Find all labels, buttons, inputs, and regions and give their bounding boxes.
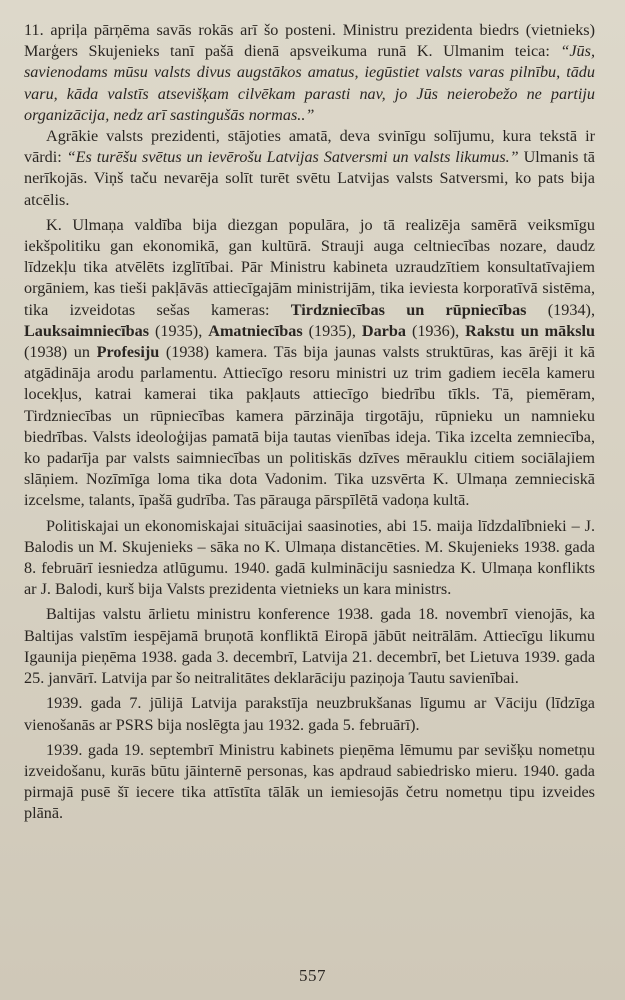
chamber-labour: Darba	[361, 321, 406, 340]
chamber-professions: Profesiju	[96, 343, 160, 362]
paragraph-4: Politiskajai un ekonomiskajai situācijai saasinoties, abi 15. maija līdzdalībnieki – J. Balodis un M. Skujenieks – sāka no K. Ulmaņa distancēties. M. Skujenieks 1938. gada 8. februārī iesniedza atlūgumu. 1940. gadā kulmināciju sasniedza K. Ulmaņa konflikts ar J. Balodi, kurš bija Valsts prezidenta vietnieks un kara ministrs.	[24, 516, 595, 599]
chamber-year-2: (1935),	[149, 321, 209, 340]
oath-quote: “Es turēšu svētus un ievērošu Latvijas Satversmi un valsts likumus.”	[66, 148, 519, 167]
chamber-writing-arts: Rakstu un mākslu	[465, 321, 596, 340]
chamber-year-4: (1936),	[405, 321, 466, 340]
paragraph-5: Baltijas valstu ārlietu ministru konference 1938. gada 18. novembrī vienojās, ka Baltijas valstīm iespējamā bruņotā konfliktā Eiropā jābūt neitrālām. Attiecīgu likumu Igaunija pieņēma 1938. gada 3. decembrī, Latvija 21. decembrī, bet Lietuva 1939. gada 25. janvārī. Latvija par šo neitralitātes deklarāciju paziņoja Tautu savienībai.	[24, 605, 595, 688]
chamber-year-1: (1934),	[526, 300, 595, 319]
chamber-year-3: (1935),	[302, 321, 362, 340]
chamber-year-5: (1938) un	[24, 343, 97, 362]
paragraph-7: 1939. gada 19. septembrī Ministru kabinets pieņēma lēmumu par sevišķu nometņu izveidošanu, kurās būtu jāinternē personas, kas apdraud sabiedrisko mieru. 1940. gada pirmajā pusē šī iecere tika attīstīta tālāk un iemiesojās četru nometņu tipu izveides plānā.	[24, 740, 595, 823]
chamber-trade-industry: Tirdzniecības un rūpniecības	[290, 300, 527, 319]
paragraph-3-text-b: (1938) kamera. Tās bija jaunas valsts struktūras, kas ārēji it kā atgādināja arodu parlamentu. Attiecīgo resoru ministri uz trim gadiem iecēla kameru locekļus, katrai kamerai tika pakļauts attiecīgo biedrību tīkls. Tā, piemēram, Tirdzniecības un rūpniecības kamera pārzināja tirgotāju, rūpnieku un namnieku biedrības. Valsts ideoloģijas pamatā bija tautas vienības ideja. Tika izcelta zemniecība, ko padarīja par valsts saimniecības un politiskās dzīves mērauklu citiem sociālajiem slāņiem. Nozīmīga loma tika dota Vadonim. Tika uzsvērta K. Ulmaņa zemnieciskā izcelsme, talants, īpašā gudrība. Tas pārauga pārspīlētā vadoņa kultā.	[24, 343, 595, 510]
chamber-agriculture: Lauksaimniecības	[24, 321, 150, 340]
page-number: 557	[299, 966, 326, 985]
paragraph-1	[24, 20, 595, 126]
paragraph-3	[24, 215, 595, 512]
skujenieks-quote: “Jūs, savienodams mūsu valsts divus augstākos amatus, iegūstiet valsts varas pilnību, tādu varu, kāda valstīs atsevišķam cilvēkam parasti nav, jo Jūs neierobežo ne partiju organizācija, nedz arī sastingušās normas..”	[24, 42, 595, 124]
page-body-text	[24, 20, 595, 825]
paragraph-2-text-a: Agrākie valsts prezidenti, stājoties amatā, deva svinīgu solījumu, kura tekstā ir vārdi:	[24, 127, 595, 167]
paragraph-6: 1939. gada 7. jūlijā Latvija parakstīja neuzbrukšanas līgumu ar Vāciju (līdzīga vienošanās ar PSRS bija noslēgta jau 1932. gada 5. februārī).	[24, 694, 595, 734]
paragraph-2-text-b: Ulmanis tā nerīkojās. Viņš taču nevarēja solīt turēt svētu Latvijas valsts Satversmi, ko pats bija atcēlis.	[24, 148, 595, 209]
paragraph-2	[24, 126, 595, 211]
paragraph-3-text-a: K. Ulmaņa valdība bija diezgan populāra, jo tā realizēja samērā veiksmīgu iekšpolitiku gan ekonomikā, gan kultūrā. Strauji auga celtniecības nozare, daudz līdzekļu tika atvēlēts izglītībai. Pār Ministru kabineta uzraudzītiem konsultatīvajiem orgāniem, kas tieši pakļāvās attiecīgajām ministrijām, tika ieviesta korporatīvā sistēma, tika izveidotas sešas kameras:	[24, 215, 595, 319]
chamber-crafts: Amatniecības	[208, 321, 303, 340]
paragraph-1-text: 11. apriļa pārņēma savās rokās arī šo posteni. Ministru prezidenta biedrs (vietnieks) Marģers Skujenieks tanī pašā dienā apsveikuma runā K. Ulmanim teica:	[24, 21, 595, 61]
